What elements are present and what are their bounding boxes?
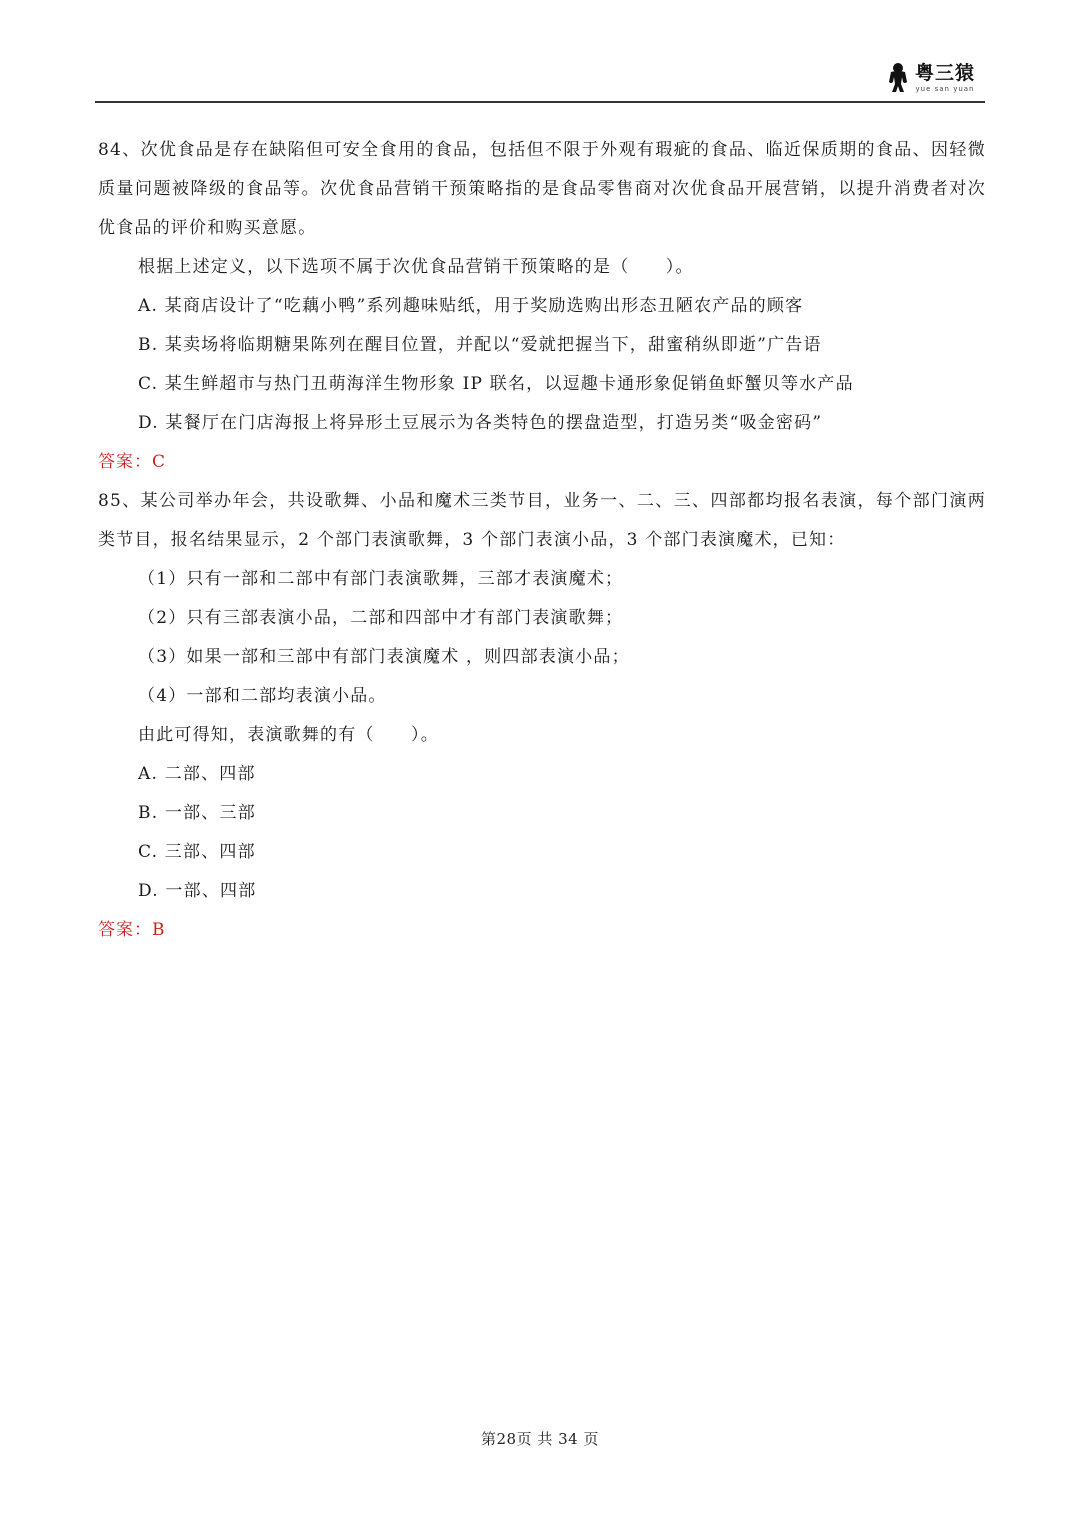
document-body xyxy=(98,131,986,950)
question-84-stem: 84、次优食品是存在缺陷但可安全食用的食品，包括但不限于外观有瑕疵的食品、临近保质期的食品、因轻微质量问题被降级的食品等。次优食品营销干预策略指的是食品零售商对次优食品开展营销，以提升消费者对次优食品的评价和购买意愿。 xyxy=(98,140,986,238)
question-84-prompt: 根据上述定义，以下选项不属于次优食品营销干预策略的是（ ）。 xyxy=(138,257,694,277)
logo-name: 粤三猿 xyxy=(914,61,975,84)
question-85-condition-1: （1）只有一部和二部中有部门表演歌舞，三部才表演魔术； xyxy=(138,569,624,589)
logo-text xyxy=(914,61,975,93)
question-85-condition-4: （4）一部和二部均表演小品。 xyxy=(138,686,387,706)
logo-subtitle: yue san yuan xyxy=(915,84,975,93)
question-84-option-d: D. 某餐厅在门店海报上将异形土豆展示为各类特色的摆盘造型，打造另类“吸金密码” xyxy=(138,413,823,433)
question-84 xyxy=(98,131,986,482)
page-number: 第28页 共 34 页 xyxy=(481,1430,599,1448)
question-85-option-d: D. 一部、四部 xyxy=(138,881,257,901)
question-85-option-c: C. 三部、四部 xyxy=(138,842,256,862)
monkey-logo-icon xyxy=(885,62,911,94)
question-84-answer: 答案：C xyxy=(98,452,167,472)
question-85 xyxy=(98,482,986,950)
question-84-option-a: A. 某商店设计了“吃藕小鸭”系列趣味贴纸，用于奖励选购出形态丑陋农产品的顾客 xyxy=(138,296,804,316)
question-84-option-c: C. 某生鲜超市与热门丑萌海洋生物形象 IP 联名，以逗趣卡通形象促销鱼虾蟹贝等水产品 xyxy=(138,374,854,394)
page-header xyxy=(95,55,985,103)
question-85-option-a: A. 二部、四部 xyxy=(138,764,256,784)
question-85-condition-3: （3）如果一部和三部中有部门表演魔术 ，则四部表演小品； xyxy=(138,647,630,667)
question-84-option-b: B. 某卖场将临期糖果陈列在醒目位置，并配以“爱就把握当下，甜蜜稍纵即逝”广告语 xyxy=(138,335,822,355)
question-85-answer: 答案：B xyxy=(98,920,166,940)
question-85-option-b: B. 一部、三部 xyxy=(138,803,256,823)
question-85-condition-2: （2）只有三部表演小品，二部和四部中才有部门表演歌舞； xyxy=(138,608,624,628)
question-85-stem: 85、某公司举办年会，共设歌舞、小品和魔术三类节目，业务一、二、三、四部都均报名表演，每个部门演两类节目，报名结果显示，2 个部门表演歌舞，3 个部门表演小品，3 个部门表演魔术，已知： xyxy=(98,491,986,550)
question-85-prompt: 由此可得知，表演歌舞的有（ ）。 xyxy=(138,725,439,745)
logo xyxy=(885,61,975,95)
